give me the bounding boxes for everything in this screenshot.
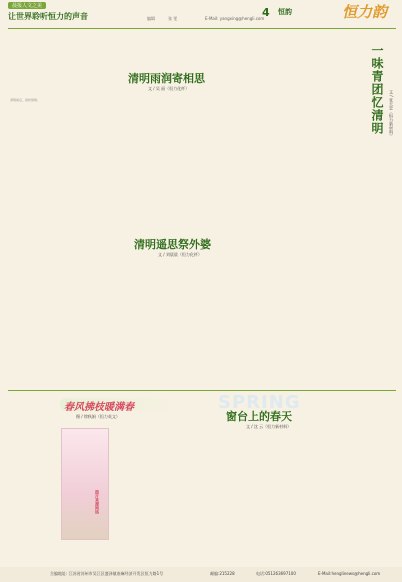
blossom-photo [61,428,109,540]
article-title: 清明遥思祭外婆 [134,238,211,251]
article-byline: 文 / 刘晨晨（恒力化纤） [158,252,202,257]
vertical-article-title: 一味青团忆清明 [370,44,384,135]
brand-logo: 恒力韵 [342,3,388,21]
article-title: 清明雨润寄相思 [128,72,205,85]
section-pill: 晨报人文之美 [8,2,46,9]
footer-postcode: 邮编:215228 [210,571,235,576]
article-body-col2 [294,436,394,562]
article-body-col1: 清明前后，雨丝绵绵。 [10,98,41,102]
page-number: 4 [262,6,270,19]
article-byline: 文 / 吴 丽（恒力化纤） [148,86,190,91]
article-byline: 文 / 沈 云（恒力新材料） [246,424,292,429]
article-body-col1 [10,264,122,384]
vertical-article-body [300,36,364,384]
section-divider [8,390,396,391]
header-rule [8,28,396,29]
slogan: 让世界聆听恒力的声音 [8,12,88,21]
editor-email: E-Mail: yangxing@hengli.com [205,16,265,21]
article-body-col1 [198,436,288,562]
footer-email: E-Mail:henglinews@hengli.com [318,571,381,576]
photo-byline: 摄 / 徐秋娟（恒力英文） [76,414,120,419]
article-body-col2 [128,98,238,226]
vertical-article-byline: 文 / 张天恋（恒力新材料） [389,90,394,138]
feature-title: 春风拂枝暖满春 [64,402,134,413]
article-title: 窗台上的春天 [226,410,292,423]
footer-address: 合编地址: 江苏省苏州市吴江区盛泽镇南麻经济开发区恒力路1号 [50,571,164,576]
footer-phone: 电话:051263697100 [256,571,296,576]
section-name: 恒韵 [278,8,292,16]
article-body-col2 [128,264,238,384]
spring-watermark: SPRING [218,392,301,413]
editor-name: 张 雯 [168,16,178,21]
photo-caption: 图片来源网络 [95,490,100,514]
editor-label: 编辑 [147,16,155,21]
